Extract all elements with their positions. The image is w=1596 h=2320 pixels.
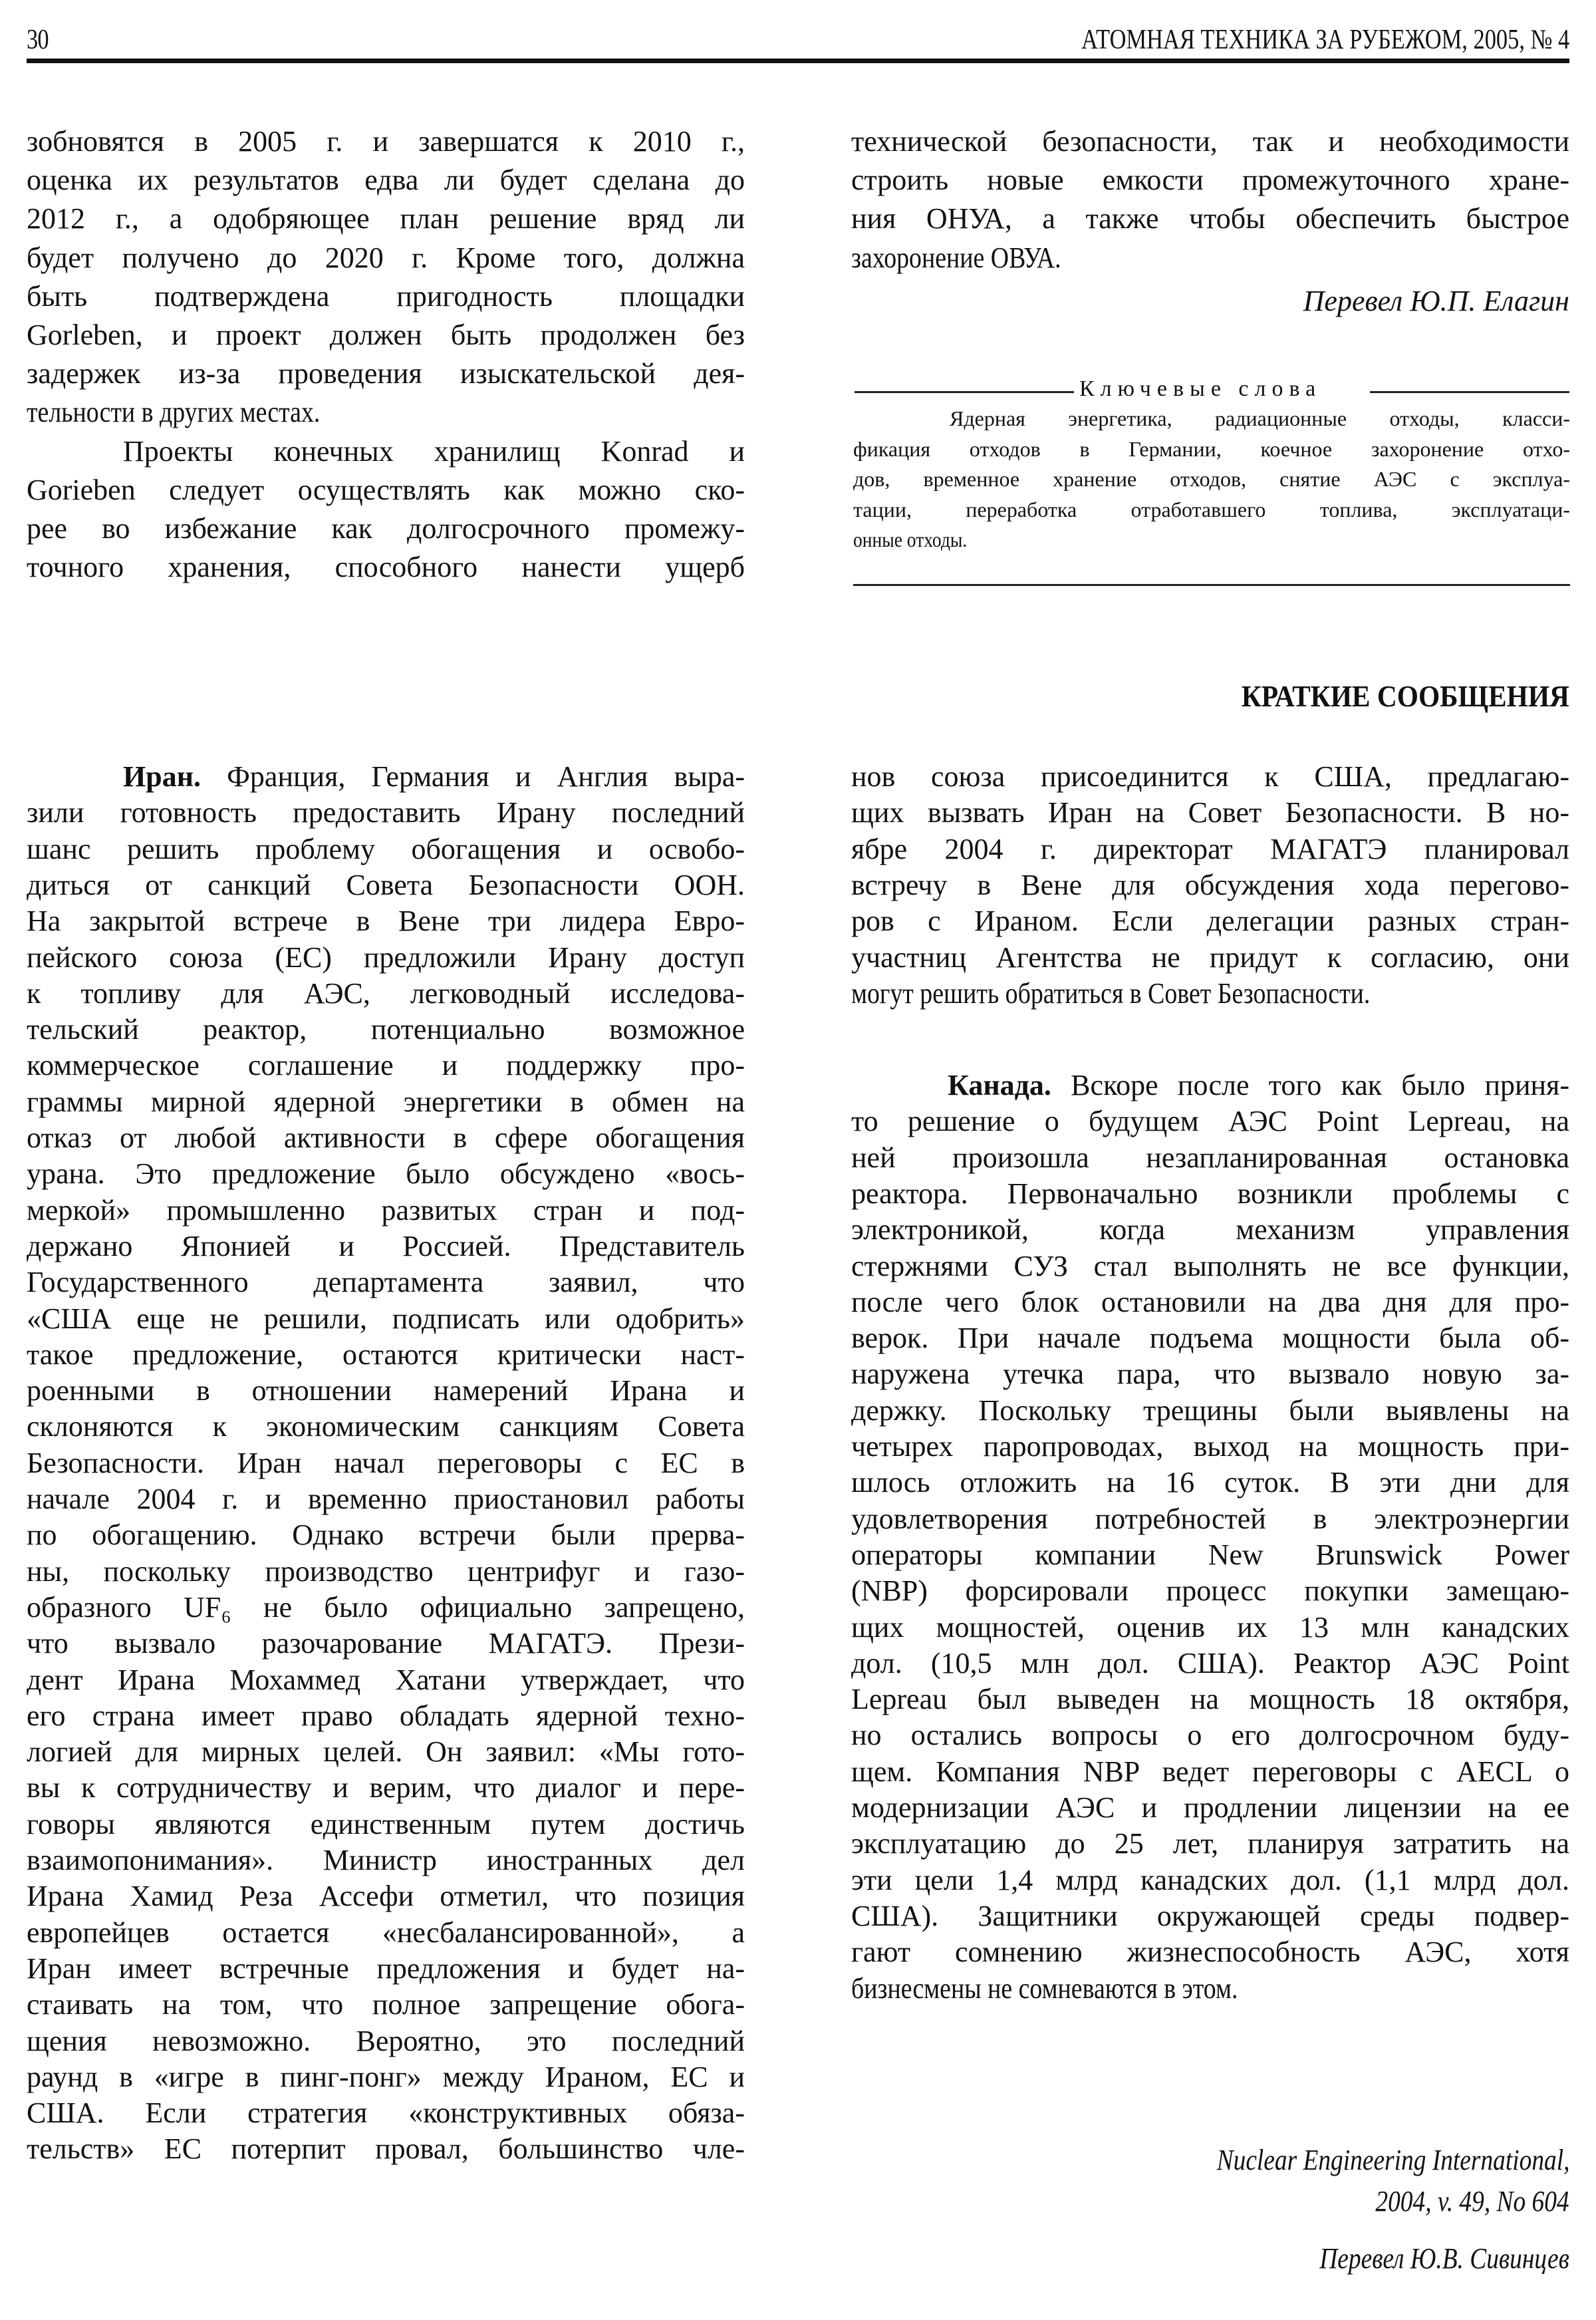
- text-line: шлось отложить на 16 суток. В эти дни для: [851, 1466, 1569, 1499]
- text-line: ны, поскольку производство центрифуг и газо-: [27, 1554, 745, 1588]
- text-line: На закрытой встрече в Вене три лидера Евро-: [27, 905, 745, 938]
- text-line: говоры являются единственным путем достичь: [27, 1807, 745, 1840]
- keyword-line: фикация отходов в Германии, коечное захоронение отхо-: [853, 436, 1570, 461]
- text-line: Иран имеет встречные предложения и будет на-: [27, 1952, 745, 1985]
- text-line: но остались вопросы о его долгосрочном буду-: [851, 1719, 1569, 1752]
- text-line: начале 2004 г. и временно приостановил работы: [27, 1483, 745, 1515]
- text-line: по обогащению. Однако встречи были прерва-: [27, 1519, 745, 1552]
- text-line: коммерческое соглашение и поддержку про-: [27, 1049, 745, 1082]
- text-line: операторы компании New Brunswick Power: [851, 1538, 1569, 1571]
- keyword-line: дов, временное хранение отходов, снятие АЭС с эксплуа-: [853, 467, 1570, 491]
- keyword-line: тации, переработка отработавшего топлива, эксплуатаци-: [853, 497, 1570, 521]
- text-line: стержнями СУЗ стал выполнять не все функции,: [851, 1249, 1569, 1282]
- text-line: 2012 г., а одобряющее план решение вряд ли: [27, 202, 745, 235]
- text-line: зили готовность предоставить Ирану последний: [27, 796, 745, 829]
- text-line: модернизации АЭС и продлении лицензии на ее: [851, 1791, 1569, 1824]
- keyword-line: онные отходы.: [853, 527, 968, 551]
- text-line: дент Ирана Мохаммед Хатани утверждает, что: [27, 1663, 745, 1696]
- text-line: (NBP) форсировали процесс покупки замещаю-: [851, 1574, 1569, 1608]
- text-line: четырех паропроводах, выход на мощность при-: [851, 1430, 1569, 1463]
- text-line: ябре 2004 г. директорат МАГАТЭ планировал: [851, 832, 1569, 865]
- text-line: то решение о будущем АЭС Point Lepreau, на: [851, 1105, 1569, 1138]
- text-line: диться от санкций Совета Безопасности ООН.: [27, 868, 745, 901]
- text-line: такое предложение, остаются критически наст-: [27, 1338, 745, 1371]
- text-line: к топливу для АЭС, легководный исследова-: [27, 976, 745, 1010]
- text-line: урана. Это предложение было обсуждено «вось-: [27, 1157, 745, 1191]
- text-line: щения невозможно. Вероятно, это последний: [27, 2024, 745, 2057]
- text-line: зобновятся в 2005 г. и завершатся к 2010 г.,: [27, 125, 745, 158]
- text-line: щих мощностей, оценив их 13 млн канадских: [851, 1610, 1569, 1644]
- text-line: строить новые емкости промежуточного хране-: [851, 164, 1569, 197]
- text-line: рее во избежание как долгосрочного промежу-: [27, 512, 745, 545]
- text-line: шанс решить проблему обогащения и освобо-: [27, 832, 745, 865]
- text-line: Проекты конечных хранилищ Konrad и: [123, 434, 745, 468]
- text-line: гают сомнению жизнеспособность АЭС, хотя: [851, 1936, 1569, 1969]
- page-header: [27, 20, 1569, 61]
- text-line: наружена утечка пара, что вызвало новую за-: [851, 1358, 1569, 1391]
- text-line: тельств» ЕС потерпит провал, большинство чле-: [27, 2132, 745, 2166]
- header-rule: [27, 59, 1569, 63]
- text-line: стаивать на том, что полное запрещение обога-: [27, 1988, 745, 2021]
- text-line: технической безопасности, так и необходимости: [851, 125, 1569, 158]
- text-line: граммы мирной ядерной энергетики в обмен на: [27, 1085, 745, 1118]
- text-line: щих вызвать Иран на Совет Безопасности. В но-: [851, 796, 1569, 829]
- text-line: раунд в «игре в пинг-понг» между Ираном, ЕС и: [27, 2060, 745, 2093]
- text-line: Государственного департамента заявил, что: [27, 1266, 745, 1299]
- text-line: могут решить обратиться в Совет Безопасности.: [851, 976, 1371, 1010]
- text-line: Lepreau был выведен на мощность 18 октября,: [851, 1683, 1569, 1716]
- text-line: США). Защитники окружающей среды подвер-: [851, 1899, 1569, 1932]
- text-line: взаимопонимания». Министр иностранных дел: [27, 1844, 745, 1876]
- text-line: Канада. Вскоре после того как было приня-: [948, 1069, 1569, 1101]
- article-lead: Иран.: [123, 760, 227, 793]
- text-line: Gorleben, и проект должен быть продолжен без: [27, 319, 745, 351]
- text-line: держано Японией и Россией. Представитель: [27, 1229, 745, 1262]
- text-line: быть подтверждена пригодность площадки: [27, 279, 745, 313]
- keywords-title: Ключевые слова: [1079, 376, 1322, 401]
- text-line: что вызвало разочарование МАГАТЭ. Прези-: [27, 1627, 745, 1660]
- text-line: роенными в отношении намерений Ирана и: [27, 1374, 745, 1407]
- source-citation-line2: 2004, v. 49, No 604: [1375, 2185, 1569, 2218]
- text-line: реактора. Первоначально возникли проблемы с: [851, 1177, 1569, 1210]
- text-line: точного хранения, способного нанести ущерб: [27, 551, 745, 584]
- journal-title: АТОМНАЯ ТЕХНИКА ЗА РУБЕЖОМ, 2005, № 4: [1081, 25, 1569, 55]
- source-citation-line1: Nuclear Engineering International,: [1216, 2144, 1569, 2176]
- text-line: Иран. Франция, Германия и Англия выра-: [123, 760, 745, 793]
- translator-sivintsev: Перевел Ю.В. Сивинцев: [1319, 2242, 1569, 2275]
- text-line: меркой» промышленно развитых стран и под-: [27, 1193, 745, 1227]
- page-number: 30: [27, 25, 49, 55]
- text-line: будет получено до 2020 г. Кроме того, должна: [27, 241, 745, 274]
- text-line: склоняются к экономическим санкциям Совета: [27, 1410, 745, 1443]
- keyword-line: Ядерная энергетика, радиационные отходы, класси-: [950, 406, 1570, 430]
- text-line: держку. Поскольку трещины были выявлены на: [851, 1393, 1569, 1427]
- text-line: нов союза присоединится к США, предлагаю-: [851, 760, 1569, 793]
- text-line: бизнесмены не сомневаются в этом.: [851, 1971, 1238, 2005]
- text-line: отказ от любой активности в сфере обогащения: [27, 1121, 745, 1154]
- text-line: ров с Ираном. Если делегации разных стран-: [851, 905, 1569, 938]
- text-line: верок. При начале подъема мощности была об-: [851, 1322, 1569, 1355]
- text-line: ней произошла незапланированная остановка: [851, 1141, 1569, 1174]
- text-line: дол. (10,5 млн дол. США). Реактор АЭС Point: [851, 1646, 1569, 1679]
- text-line: пейского союза (ЕС) предложили Ирану доступ: [27, 941, 745, 974]
- text-line: оценка их результатов едва ли будет сделана до: [27, 164, 745, 197]
- text-line: ния ОНУА, а также чтобы обеспечить быстрое: [851, 202, 1569, 235]
- keywords-rule-bottom: [853, 584, 1570, 586]
- text-line: образного UF₆ не было официально запрещено,: [27, 1590, 745, 1624]
- text-line: вы к сотрудничеству и верим, что диалог и пере-: [27, 1771, 745, 1805]
- text-line: удовлетворения потребностей в электроэнергии: [851, 1502, 1569, 1535]
- text-line: участниц Агентства не придут к согласию, они: [851, 941, 1569, 974]
- text-line: после чего блок остановили на два дня для про-: [851, 1285, 1569, 1318]
- text-line: Безопасности. Иран начал переговоры с ЕС в: [27, 1446, 745, 1479]
- text-line: встречу в Вене для обсуждения хода перегово-: [851, 868, 1569, 901]
- text-line: эксплуатацию до 25 лет, планируя затратить на: [851, 1827, 1569, 1860]
- keywords-rule-left: [855, 391, 1074, 393]
- text-line: задержек из-за проведения изыскательской дея-: [27, 357, 745, 390]
- text-line: тельский реактор, потенциально возможное: [27, 1013, 745, 1046]
- keywords-rule-right: [1370, 391, 1569, 393]
- text-line: Ирана Хамид Реза Ассефи отметил, что позиция: [27, 1880, 745, 1913]
- text-line: электроникой, когда механизм управления: [851, 1213, 1569, 1246]
- text-line: европейцев остается «несбалансированной», а: [27, 1916, 745, 1949]
- text-line: логией для мирных целей. Он заявил: «Мы гото-: [27, 1735, 745, 1769]
- text-line: его страна имеет право обладать ядерной техно-: [27, 1699, 745, 1732]
- text-line: тельности в других местах.: [27, 396, 321, 429]
- text-line: Gorieben следует осуществлять как можно ско-: [27, 473, 745, 506]
- text-line: США. Если стратегия «конструктивных обяза-: [27, 2097, 745, 2130]
- text-line: «США еще не решили, подписать или одобрить»: [27, 1302, 745, 1335]
- section-title: КРАТКИЕ СООБЩЕНИЯ: [1241, 679, 1569, 713]
- text-line: эти цели 1,4 млрд канадских дол. (1,1 млрд дол.: [851, 1863, 1569, 1896]
- article-lead: Канада.: [948, 1069, 1071, 1101]
- text-line: щем. Компания NBP ведет переговоры с AECL о: [851, 1755, 1569, 1788]
- text-line: захоронение ОВУА.: [851, 241, 1061, 274]
